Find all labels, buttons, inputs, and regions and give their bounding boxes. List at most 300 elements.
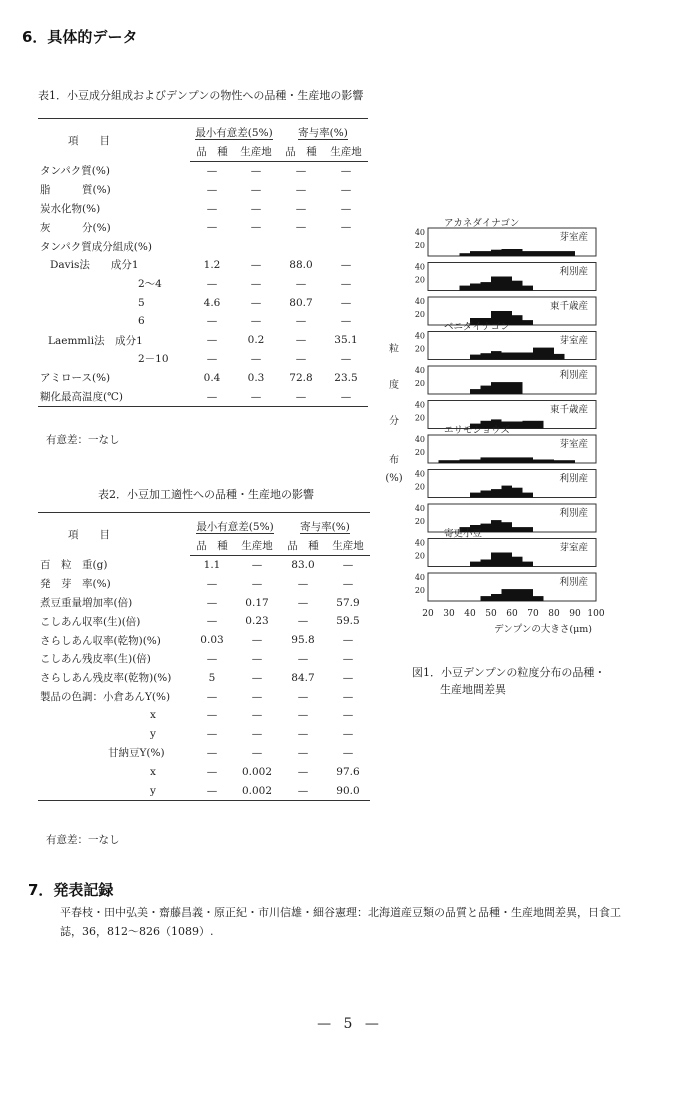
y-tick-label: 20 <box>414 241 425 250</box>
table2-sub-variety-1: 品 種 <box>190 536 234 555</box>
histogram-bar <box>523 457 534 463</box>
table2-row <box>38 687 370 706</box>
table2-row-label: さらしあん収率(乾物)(%) <box>40 634 161 647</box>
histogram-bar <box>512 557 523 567</box>
table2-cell: — <box>342 709 354 722</box>
region-label: 芽室産 <box>559 232 588 243</box>
histogram-bar <box>512 353 523 360</box>
table2-row <box>38 744 370 763</box>
histogram-bar <box>523 353 534 360</box>
region-label: 芽室産 <box>559 335 588 347</box>
table1-cell: 0.4 <box>203 371 221 384</box>
table2-row <box>38 668 370 687</box>
table1-cell: — <box>295 334 307 347</box>
x-tick-label: 100 <box>587 609 605 619</box>
histogram-bar <box>470 284 481 291</box>
table2-cell: 59.5 <box>336 615 360 628</box>
histogram-bar <box>523 493 534 498</box>
table2-row-label: x <box>150 709 156 722</box>
table1-cell: — <box>206 202 218 215</box>
table1-note: 有意差：一なし <box>46 434 120 446</box>
table1-row-label: タンパク質(%) <box>40 165 110 178</box>
table1-cell: — <box>206 334 218 347</box>
table1-row-label: 炭水化物(%) <box>40 203 101 216</box>
histogram-bar <box>491 489 502 497</box>
table1-cell: — <box>324 387 368 406</box>
histogram-bar <box>491 277 502 291</box>
y-axis-label-char: 粒 <box>389 344 399 355</box>
section-7-title: 7．発表記録 <box>28 881 114 899</box>
section-6-title: 6．具体的データ <box>22 28 138 46</box>
x-tick-label: 60 <box>506 609 518 619</box>
table2-cell: — <box>297 615 309 628</box>
table2-contribution-header: 寄与率(%) <box>300 520 350 533</box>
table2-cell: 0.23 <box>245 615 269 628</box>
histogram-bar <box>481 524 492 532</box>
table2-cell: — <box>251 671 263 684</box>
publication-reference <box>60 903 680 941</box>
reference-line-2: 誌，36，812～826（1089）. <box>60 925 214 938</box>
table2-row-label: 煮豆重量増加率(倍) <box>40 597 133 610</box>
y-tick-label: 40 <box>414 400 425 410</box>
table2-cell: 83.0 <box>291 558 315 571</box>
table1-cell: — <box>340 352 352 365</box>
table2-cell: — <box>297 596 309 609</box>
table1-cell: 4.6 <box>203 296 221 309</box>
table1-cell: 35.1 <box>334 334 358 347</box>
histogram-bar <box>502 457 513 463</box>
table1-row <box>38 161 368 180</box>
table2-cell: — <box>206 577 218 590</box>
table1-cell: — <box>295 315 307 328</box>
y-tick-label: 40 <box>414 573 425 582</box>
table1-cell: — <box>340 221 352 234</box>
y-tick-label: 20 <box>414 482 425 492</box>
table1-row <box>38 293 368 312</box>
table2-cell: — <box>206 652 218 665</box>
histogram-bar <box>502 522 513 532</box>
histogram-bar <box>481 282 492 290</box>
y-tick-label: 40 <box>414 228 425 237</box>
table2-cell: — <box>297 709 309 722</box>
y-tick-label: 20 <box>414 413 425 423</box>
table2-cell: — <box>206 765 218 778</box>
table2-row-label: y <box>150 728 156 741</box>
histogram-bar <box>533 596 544 601</box>
histogram-bar <box>523 527 534 532</box>
table1-row-label: 5 <box>138 296 145 309</box>
figure1-caption-line2: 生産地間差異 <box>440 683 506 696</box>
histogram-bar <box>523 589 534 601</box>
table2-cell: 0.002 <box>234 781 280 800</box>
table2-cell: — <box>190 781 234 800</box>
region-label: 芽室産 <box>559 439 588 450</box>
table2-caption: 表2．小豆加工適性への品種・生産地の影響 <box>98 488 314 501</box>
table1-row <box>38 180 368 199</box>
y-tick-label: 40 <box>414 262 425 272</box>
table2-cell: 5 <box>208 671 216 684</box>
table1-cell: — <box>206 352 218 365</box>
table2-row-label: 製品の色調：小倉あんY(%) <box>40 691 171 704</box>
table2-row-label: こしあん残皮率(生)(倍) <box>40 653 151 666</box>
table1-cell: — <box>206 221 218 234</box>
table1-cell <box>190 237 234 256</box>
table1-cell: 88.0 <box>289 258 313 271</box>
table2-cell: 90.0 <box>326 781 370 800</box>
table1-cell: — <box>250 221 262 234</box>
figure1-histograms <box>380 205 620 655</box>
histogram-bar <box>491 351 502 359</box>
table2-cell: 1.1 <box>203 558 221 571</box>
table2-cell: 84.7 <box>291 671 315 684</box>
table1-lsd-header: 最小有意差(5%) <box>195 126 273 139</box>
table2-row-label: 甘納豆Y(%) <box>108 747 165 760</box>
table1-row-label: Davis法 成分1 <box>50 259 139 272</box>
table2-row <box>38 631 370 650</box>
table1-caption: 表1．小豆成分組成およびデンプンの物性への品種・生産地の影響 <box>38 89 364 102</box>
table1-contribution-header: 寄与率(%) <box>298 126 348 139</box>
histogram-bar <box>512 249 523 256</box>
y-tick-label: 40 <box>414 366 425 375</box>
table2-row-label: 百 粒 重(g) <box>40 559 108 572</box>
table2-cell: — <box>251 709 263 722</box>
table1-cell: — <box>295 221 307 234</box>
variety-label: エリモショウズ <box>444 425 511 436</box>
histogram-bar <box>470 562 481 567</box>
histogram-bar <box>481 457 492 463</box>
table2-cell: — <box>297 577 309 590</box>
histogram-bar <box>460 253 471 256</box>
table1-row <box>38 256 368 275</box>
table2-row-label: y <box>38 781 190 800</box>
table1-sub-region-1: 生産地 <box>234 142 278 161</box>
y-tick-label: 40 <box>414 469 425 479</box>
table1-row-label: タンパク質成分組成(%) <box>40 240 152 253</box>
reference-line-1: 平春枝・田中弘美・齋藤昌義・原正紀・市川信雄・細谷憲理：北海道産豆類の品質と品種・生産地間差異，日食工 <box>60 906 621 919</box>
table1-cell: — <box>340 258 352 271</box>
x-tick-label: 30 <box>443 609 455 619</box>
table1 <box>38 118 368 407</box>
y-tick-label: 20 <box>414 275 425 285</box>
table1-cell: — <box>250 164 262 177</box>
table1-item-header: 項 目 <box>38 119 190 162</box>
histogram-bar <box>502 249 513 256</box>
table2-cell: — <box>342 671 354 684</box>
table2-cell: — <box>251 728 263 741</box>
table2-cell: — <box>251 634 263 647</box>
table2-cell: — <box>342 746 354 759</box>
table2 <box>38 512 370 801</box>
histogram-bar <box>565 460 576 463</box>
histogram-bar <box>512 589 523 601</box>
table1-row <box>38 350 368 369</box>
table2-sub-variety-2: 品 種 <box>280 536 326 555</box>
histogram-bar <box>502 277 513 291</box>
histogram-bar <box>523 286 534 291</box>
table1-sub-region-2: 生産地 <box>324 142 368 161</box>
figure1-caption-line1: 図1．小豆デンプンの粒度分布の品種・ <box>412 666 606 679</box>
histogram-bar <box>481 596 492 601</box>
table2-sub-region-2: 生産地 <box>326 536 370 555</box>
table2-row-label: x <box>150 765 156 778</box>
histogram-bar <box>533 421 544 429</box>
histogram-bar <box>481 353 492 359</box>
table2-cell: — <box>342 728 354 741</box>
histogram-bar <box>449 460 460 463</box>
table1-row <box>38 312 368 331</box>
y-tick-label: 20 <box>414 310 425 319</box>
y-axis-label-char: 布 <box>389 455 399 466</box>
table2-cell: 0.002 <box>241 765 273 778</box>
table1-cell: — <box>250 296 262 309</box>
histogram-bar <box>512 281 523 291</box>
table1-cell: — <box>295 277 307 290</box>
y-tick-label: 20 <box>414 379 425 388</box>
region-label: 利別産 <box>559 508 588 519</box>
table2-cell: 95.8 <box>291 634 315 647</box>
table2-row <box>38 574 370 593</box>
table2-cell: — <box>206 596 218 609</box>
table1-row <box>38 218 368 237</box>
y-tick-label: 40 <box>414 538 425 548</box>
table1-cell: — <box>250 352 262 365</box>
region-label: 利別産 <box>559 473 588 485</box>
table1-sub-variety-1: 品 種 <box>190 142 234 161</box>
histogram-bar <box>544 348 555 360</box>
table2-row <box>38 706 370 725</box>
table1-cell: — <box>295 352 307 365</box>
table1-cell: — <box>206 277 218 290</box>
table1-cell <box>234 237 278 256</box>
histogram-bar <box>554 251 565 256</box>
y-tick-label: 40 <box>414 504 425 513</box>
table2-cell: — <box>206 746 218 759</box>
y-tick-label: 20 <box>414 344 425 354</box>
table2-cell: — <box>297 765 309 778</box>
histogram-bar <box>481 491 492 498</box>
table2-row <box>38 612 370 631</box>
table2-cell: 97.6 <box>336 765 360 778</box>
table1-row <box>38 387 368 406</box>
table1-cell: — <box>250 258 262 271</box>
table2-cell: — <box>206 728 218 741</box>
table2-cell: — <box>206 690 218 703</box>
table2-cell: — <box>297 652 309 665</box>
table2-note: 有意差：一なし <box>46 834 120 846</box>
histogram-bar <box>460 286 471 291</box>
table1-row-label: 2－10 <box>138 353 169 366</box>
histogram-bar <box>512 315 523 325</box>
table1-row-label: アミロース(%) <box>40 372 111 385</box>
table2-row-label: こしあん収率(生)(倍) <box>40 615 141 628</box>
table2-cell: — <box>297 746 309 759</box>
x-tick-label: 80 <box>548 609 560 619</box>
y-tick-label: 40 <box>414 297 425 306</box>
histogram-bar <box>502 353 513 360</box>
table2-row <box>38 781 370 800</box>
table1-row-label: 脂 質(%) <box>40 184 111 197</box>
table1-cell: 0.2 <box>247 334 265 347</box>
histogram-bar <box>470 493 481 498</box>
table1-row-label: 2～4 <box>138 278 162 291</box>
y-tick-label: 20 <box>414 517 425 526</box>
x-tick-label: 70 <box>527 609 539 619</box>
table2-cell: — <box>342 577 354 590</box>
table1-row <box>38 237 368 256</box>
table1-row <box>38 274 368 293</box>
table2-sub-region-1: 生産地 <box>234 536 280 555</box>
histogram-bar <box>481 560 492 567</box>
table2-cell: — <box>251 577 263 590</box>
table1-cell: — <box>340 183 352 196</box>
table2-row-label: 発 芽 率(%) <box>40 578 111 591</box>
table2-row <box>38 650 370 669</box>
histogram-bar <box>481 251 492 256</box>
table2-row <box>38 725 370 744</box>
table2-cell: 0.17 <box>245 596 269 609</box>
table2-cell: — <box>251 558 263 571</box>
histogram-bar <box>502 382 513 394</box>
y-tick-label: 40 <box>414 331 425 341</box>
histogram-bar <box>502 486 513 498</box>
table2-row <box>38 593 370 612</box>
table1-cell: — <box>250 183 262 196</box>
table2-cell: — <box>342 558 354 571</box>
table2-cell: — <box>280 781 326 800</box>
table2-cell: — <box>342 652 354 665</box>
table2-cell: — <box>297 690 309 703</box>
table2-cell: — <box>251 746 263 759</box>
table1-cell <box>278 237 324 256</box>
table2-row-label: さらしあん残皮率(乾物)(%) <box>40 672 172 685</box>
table1-cell: — <box>295 183 307 196</box>
table1-cell: 1.2 <box>203 258 221 271</box>
histogram-bar <box>481 386 492 394</box>
table1-cell: — <box>340 315 352 328</box>
table2-cell: — <box>206 615 218 628</box>
histogram-bar <box>491 382 502 394</box>
table2-cell: — <box>206 709 218 722</box>
histogram-bar <box>512 422 523 429</box>
histogram-bar <box>491 520 502 532</box>
table2-row <box>38 555 370 574</box>
histogram-bar <box>502 589 513 601</box>
histogram-bar <box>470 460 481 464</box>
histogram-bar <box>512 488 523 498</box>
table1-cell: — <box>295 164 307 177</box>
table1-cell: 0.3 <box>247 371 265 384</box>
histogram-bar <box>554 354 565 360</box>
histogram-bar <box>523 562 534 567</box>
histogram-bar <box>533 348 544 360</box>
table2-item-header: 項 目 <box>38 513 190 556</box>
table1-cell: — <box>206 164 218 177</box>
table1-cell: — <box>206 183 218 196</box>
table1-row-label: 灰 分(%) <box>40 221 111 234</box>
table1-cell: — <box>234 387 278 406</box>
histogram-bar <box>439 460 450 463</box>
table2-cell: — <box>342 690 354 703</box>
histogram-bar <box>491 457 502 463</box>
x-axis-label: デンプンの大きさ(μm) <box>493 624 592 635</box>
table1-cell: 72.8 <box>289 371 313 384</box>
table1-cell: — <box>340 164 352 177</box>
table2-cell: — <box>342 634 354 647</box>
x-tick-label: 50 <box>485 609 497 619</box>
page-number: — 5 — <box>317 1016 383 1032</box>
histogram-bar <box>491 594 502 601</box>
x-tick-label: 20 <box>422 609 434 619</box>
table1-cell: — <box>278 387 324 406</box>
table1-row-label: Laemmli法 成分1 <box>48 334 143 347</box>
histogram-bar <box>470 389 481 394</box>
table1-cell: — <box>340 202 352 215</box>
histogram-bar <box>565 251 576 256</box>
variety-label: ベニダイナゴン <box>444 321 510 333</box>
variety-label: アカネダイナゴン <box>444 218 520 229</box>
table1-cell: — <box>340 296 352 309</box>
table2-row <box>38 762 370 781</box>
y-axis-label-char: 分 <box>389 416 399 427</box>
table1-row <box>38 331 368 350</box>
table1-cell: — <box>250 277 262 290</box>
table1-sub-variety-2: 品 種 <box>278 142 324 161</box>
histogram-bar <box>470 355 481 360</box>
histogram-bar <box>502 553 513 567</box>
region-label: 利別産 <box>559 577 588 588</box>
histogram-bar <box>523 320 534 325</box>
table2-cell: — <box>297 728 309 741</box>
histogram-bar <box>470 251 481 256</box>
histogram-bar <box>533 251 544 256</box>
region-label: 利別産 <box>559 266 588 278</box>
table2-cell: — <box>251 690 263 703</box>
y-axis-label-char: 度 <box>389 380 399 391</box>
histogram-bar <box>554 460 565 463</box>
histogram-bar <box>544 251 555 256</box>
table1-row-label: 6 <box>138 315 145 328</box>
y-tick-label: 20 <box>414 448 425 457</box>
histogram-bar <box>512 527 523 532</box>
histogram-bar <box>523 421 534 429</box>
table1-row <box>38 199 368 218</box>
region-label: 芽室産 <box>559 542 588 554</box>
x-tick-label: 40 <box>464 609 476 619</box>
table1-row <box>38 368 368 387</box>
table1-cell: 23.5 <box>334 371 358 384</box>
region-label: 東千歳産 <box>549 301 588 312</box>
table1-cell <box>324 237 368 256</box>
histogram-bar <box>460 460 471 464</box>
table2-cell: 57.9 <box>336 596 360 609</box>
x-tick-label: 90 <box>569 609 581 619</box>
y-tick-label: 20 <box>414 551 425 561</box>
table1-cell: — <box>250 315 262 328</box>
table1-cell: — <box>190 387 234 406</box>
table1-cell: — <box>340 277 352 290</box>
histogram-bar <box>512 457 523 463</box>
table1-row-label: 糊化最高温度(℃) <box>38 387 190 406</box>
histogram-bar <box>491 250 502 256</box>
table1-cell: — <box>295 202 307 215</box>
table2-lsd-header: 最小有意差(5%) <box>196 520 274 533</box>
y-tick-label: 20 <box>414 586 425 595</box>
table1-cell: — <box>206 315 218 328</box>
histogram-bar <box>491 553 502 567</box>
y-tick-label: 40 <box>414 435 425 444</box>
table2-cell: 0.03 <box>200 634 224 647</box>
variety-label: 寄更小豆 <box>444 528 483 540</box>
